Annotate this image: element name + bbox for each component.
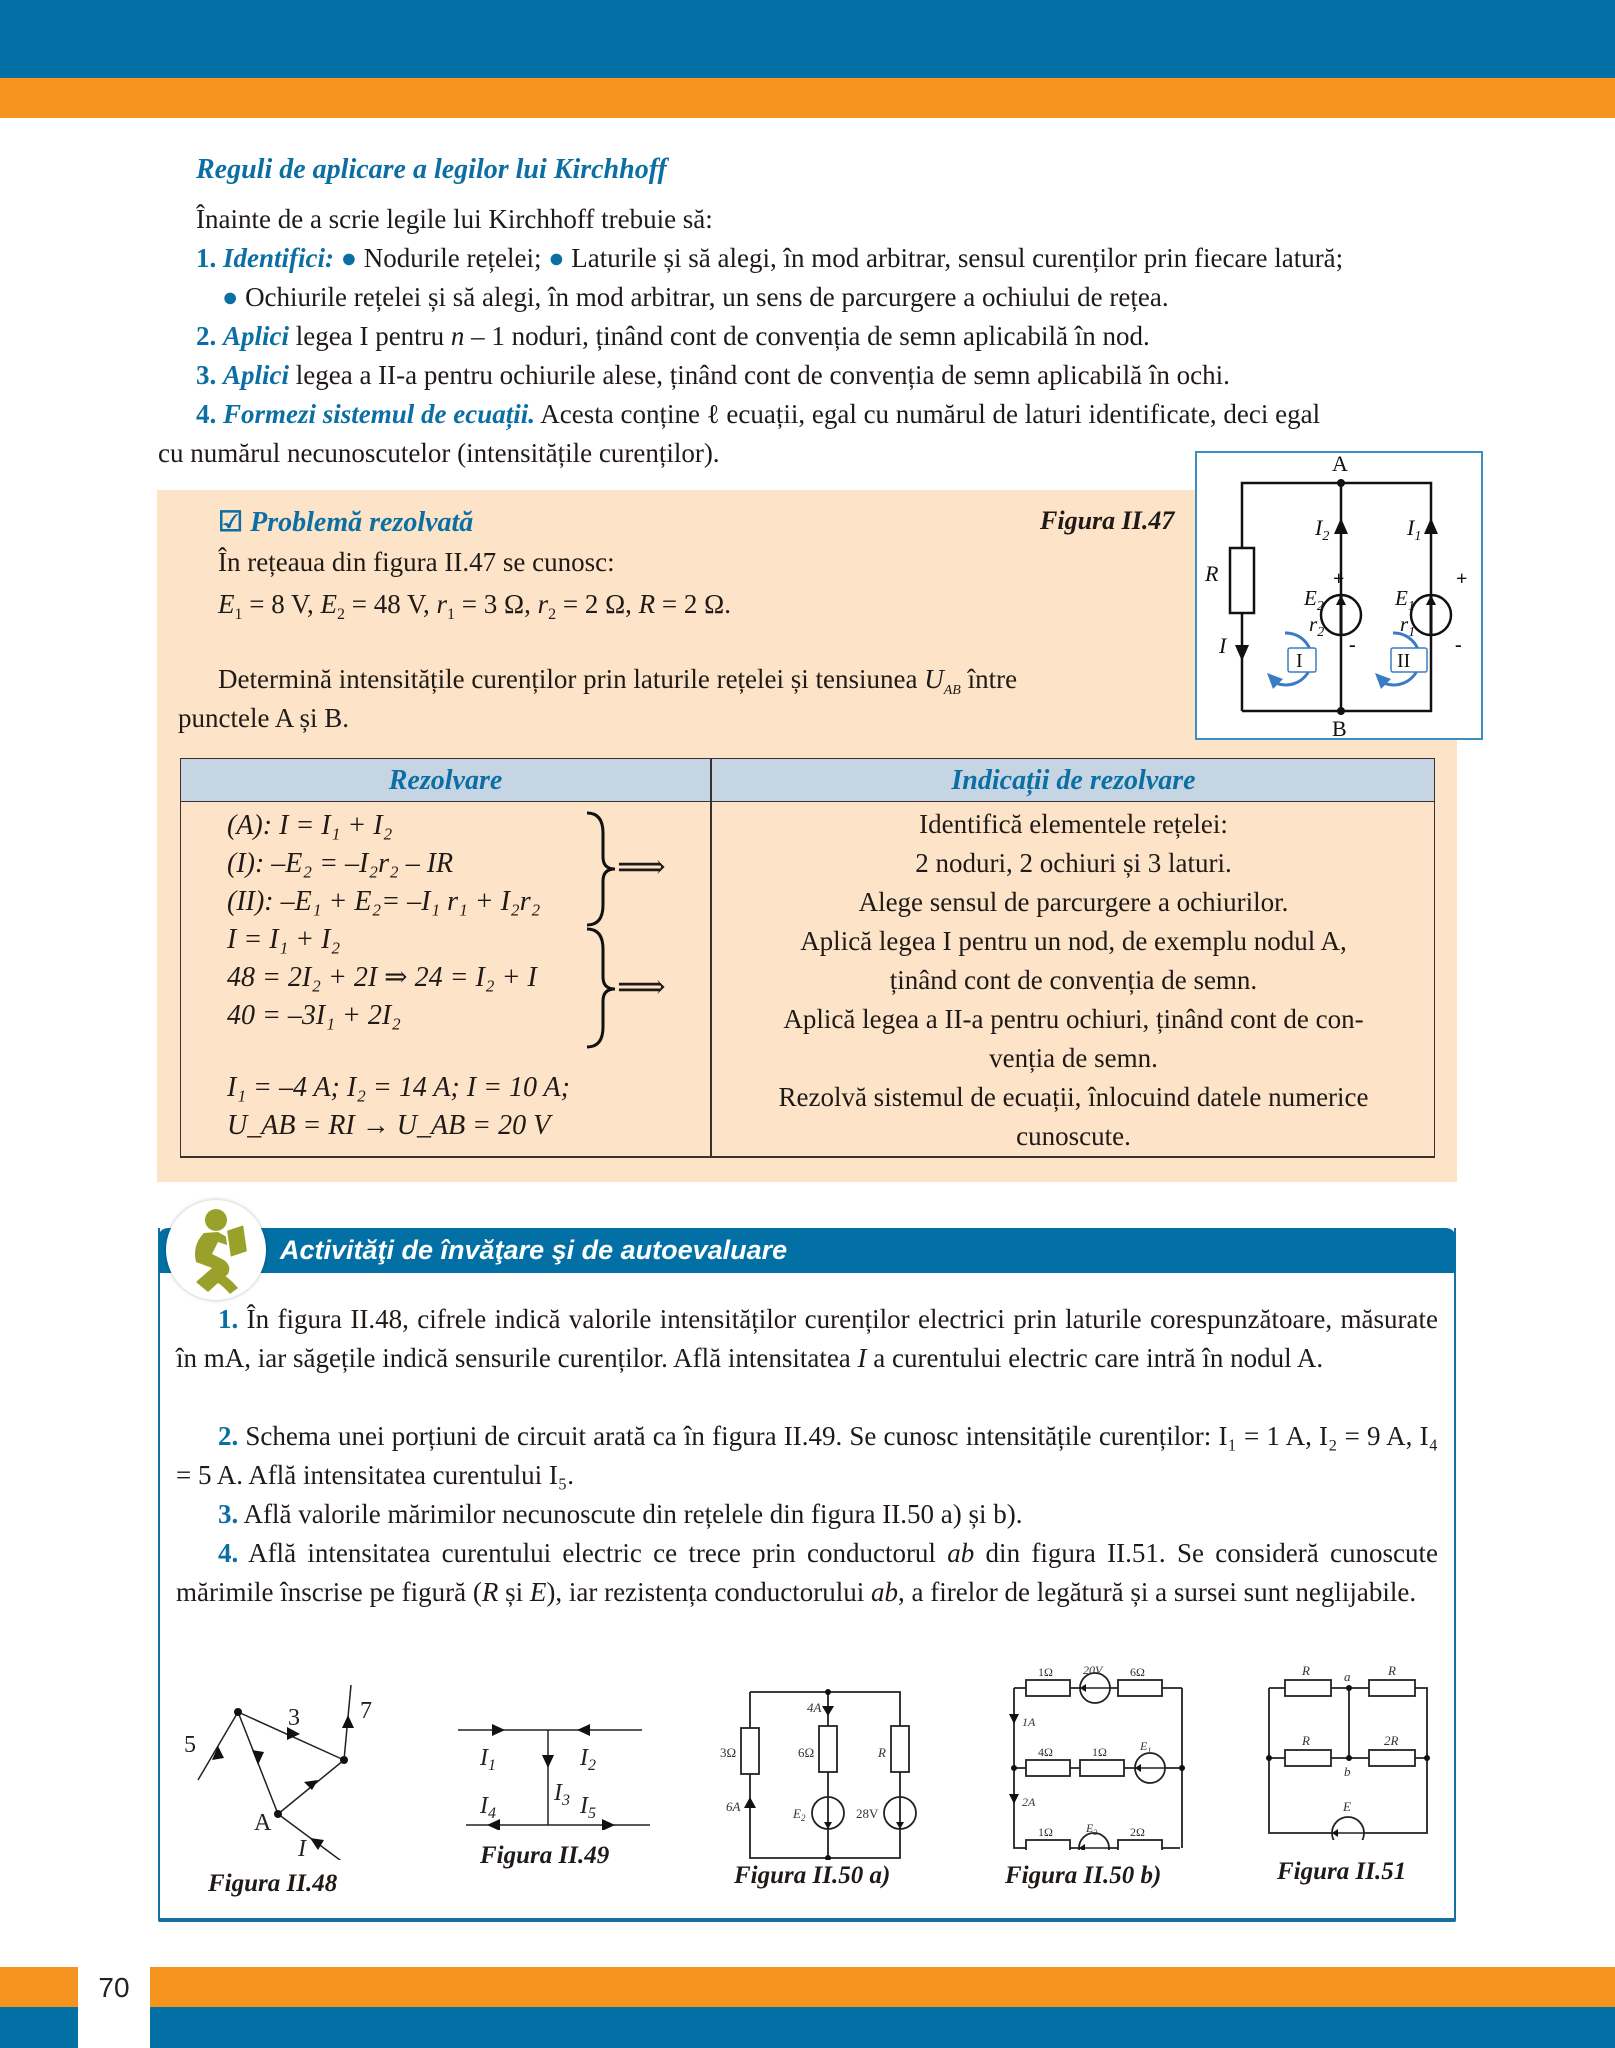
symbol-E: E [529, 1577, 547, 1607]
given-symbol: R [638, 589, 656, 619]
given-symbol: E [320, 589, 338, 619]
result-currents: I₁ = –4 A; I₂ = 14 A; I = 10 A; [227, 1072, 570, 1103]
rule-step-4 [196, 395, 1320, 434]
hint-line: Alege sensul de parcurgere a ochiurilor. [858, 887, 1289, 917]
svg-text:2R: 2R [1384, 1733, 1399, 1748]
question-number: 2. [218, 1421, 239, 1451]
svg-text:2A: 2A [1022, 1795, 1036, 1809]
svg-text:r2: $r_2$ [1309, 612, 1325, 640]
given-value: = 8 V, [242, 589, 321, 619]
figure-48-caption: Figura II.48 [208, 1870, 338, 1897]
figure-48-diagram [180, 1670, 400, 1860]
svg-text:E2: $E_2$ [793, 1806, 806, 1823]
rules-intro: Înainte de a scrie legile lui Kirchhoff trebuie să: [196, 204, 713, 234]
hint-line: Aplică legea a II-a pentru ochiuri, ținând cont de con- [783, 1004, 1364, 1034]
hint-line: cunoscute. [1016, 1121, 1131, 1151]
svg-text:b: b [1344, 1764, 1351, 1779]
implies-arrow-icon: ⟹ [617, 849, 666, 886]
given-value: = 48 V, [345, 589, 437, 619]
svg-text:R: R [1388, 1665, 1396, 1678]
given-value: = 3 Ω, [455, 589, 538, 619]
question-symbol: I [857, 1343, 867, 1373]
person-reading-icon [166, 1200, 266, 1300]
svg-text:6A: 6A [726, 1799, 741, 1814]
svg-text:B: B [1332, 716, 1347, 738]
svg-text:1A: 1A [1022, 1715, 1036, 1729]
question-text: Află intensitatea curentului electric ce trece prin conductorul [238, 1538, 948, 1568]
given-symbol: r [436, 589, 448, 619]
bullet-icon: ● [340, 243, 358, 273]
hint-line: venția de semn. [989, 1043, 1158, 1073]
figure-49-diagram [450, 1710, 650, 1830]
task-symbol: U [924, 664, 944, 694]
equation: (II): –E₁ + E₂= –I₁ r₁ + I₂r₂ [227, 886, 541, 917]
step-text: Acesta conține ℓ ecuații, egal cu numărul de laturi identificate, deci egal [535, 399, 1321, 429]
header-orange-band [0, 78, 1615, 118]
question-text: Schema unei porțiuni de circuit arată ca în figura II.49. Se cunosc intensitățile curenților: I₁ = 1 A, I₂ = 9 A, I₄ = 5 A. Află intensitatea curentului I₅. [176, 1421, 1438, 1490]
rule-step-3 [196, 356, 1230, 395]
svg-text:3Ω: 3Ω [720, 1745, 737, 1760]
svg-text:1Ω: 1Ω [1038, 1665, 1053, 1679]
activity-q3 [176, 1495, 1438, 1534]
svg-text:-: - [1455, 634, 1462, 656]
svg-text:I1: $I_1$ [480, 1745, 496, 1774]
problem-task [218, 660, 1017, 699]
question-text: , a firelor de legătură și a sursei sunt neglijabile. [898, 1577, 1417, 1607]
circuit-diagram [1197, 453, 1481, 738]
figure-47-circuit [1195, 451, 1483, 740]
activity-q2 [176, 1417, 1438, 1495]
problem-task-cont: punctele A și B. [178, 703, 349, 733]
figure-51-diagram [1260, 1665, 1450, 1840]
rule-step-1-cont [222, 278, 1169, 317]
rule-step-4-cont: cu numărul necunoscutelor (intensitățile curenților). [158, 438, 720, 468]
svg-text:-: - [1349, 634, 1356, 656]
step-text: legea I pentru [289, 321, 451, 351]
step-number: 1. [196, 243, 217, 273]
svg-text:6Ω: 6Ω [798, 1745, 815, 1760]
question-number: 3. [218, 1499, 239, 1529]
given-subscript: 2 [337, 606, 346, 623]
svg-text:I1: $I_1$ [1407, 515, 1422, 544]
svg-text:7: 7 [360, 1698, 372, 1724]
svg-text:20V: 20V [1083, 1663, 1103, 1677]
result-voltage: U_AB = RI → U_AB = 20 V [227, 1110, 551, 1141]
rule-step-1 [196, 239, 1343, 278]
variable-n: n [450, 321, 465, 351]
page-number: 70 [98, 1972, 130, 2003]
svg-text:I: I [298, 1836, 306, 1860]
svg-text:R: R [1302, 1665, 1310, 1678]
equation: 48 = 2I₂ + 2I ⇒ 24 = I₂ + I [227, 962, 537, 993]
conductor-label: ab [947, 1538, 975, 1568]
question-text: a curentului electric care intră în nodul A. [866, 1343, 1324, 1373]
svg-text:a: a [1344, 1669, 1351, 1684]
svg-text:4Ω: 4Ω [1038, 1745, 1053, 1759]
activities-title: Activităţi de învăţare şi de autoevaluare [280, 1235, 788, 1265]
bullet-icon: ● [222, 282, 239, 312]
svg-text:4A: 4A [807, 1700, 822, 1715]
brace-group [581, 809, 701, 1049]
step-text: Nodurile rețelei; [357, 243, 549, 273]
figure-50a-diagram [700, 1680, 960, 1860]
task-text: între [960, 664, 1018, 694]
task-subscript: AB [943, 683, 961, 698]
hint-line: Aplică legea I pentru un nod, de exemplu nodul A, [800, 926, 1347, 956]
question-text: În figura II.48, cifrele indică valorile intensităților curenților electrici prin laturile corespunzătoare, măsurate în mA, iar săgețile indică sensurile curenților. Află intensitatea [176, 1304, 1438, 1373]
given-symbol: E [218, 589, 235, 619]
conductor-label: ab [871, 1577, 899, 1607]
svg-text:5: 5 [184, 1732, 196, 1758]
svg-text:I: I [1219, 633, 1227, 658]
col-header-indicatii: Indicații de rezolvare [951, 765, 1196, 796]
svg-text:28V: 28V [856, 1806, 879, 1821]
hint-line: 2 noduri, 2 ochiuri și 3 laturi. [915, 848, 1232, 878]
given-subscript: 1 [234, 606, 243, 623]
svg-text:2Ω: 2Ω [1130, 1825, 1145, 1839]
svg-text:r1: $r_1$ [1400, 612, 1416, 640]
step-number: 3. [196, 360, 217, 390]
symbol-R: R [481, 1577, 499, 1607]
figure-49-caption: Figura II.49 [480, 1842, 610, 1869]
equation: 40 = –3I₁ + 2I₂ [227, 1000, 401, 1031]
step-keyword: Aplici [223, 360, 289, 390]
question-text: ), iar rezistența conductorului [546, 1577, 872, 1607]
step-number: 2. [196, 321, 217, 351]
solution-table [180, 758, 1435, 1158]
svg-text:E: E [1343, 1799, 1351, 1814]
figure-50b-diagram [1000, 1660, 1190, 1850]
step-keyword: Identifici: [223, 243, 334, 273]
svg-text:1Ω: 1Ω [1092, 1745, 1107, 1759]
problem-statement: În rețeaua din figura II.47 se cunosc: [218, 547, 615, 577]
figure-51-caption: Figura II.51 [1277, 1858, 1407, 1885]
svg-text:E2: $E_2$ [1086, 1821, 1098, 1837]
task-text: Determină intensitățile curenților prin laturile rețelei și tensiunea [218, 664, 925, 694]
figure-50a-caption: Figura II.50 a) [734, 1862, 891, 1889]
question-text: din figura II.51. Se consideră cunoscute mărimile înscrise pe figură ( [176, 1538, 1438, 1607]
svg-text:I3: $I_3$ [554, 1780, 570, 1809]
activity-q1 [176, 1300, 1438, 1378]
svg-text:II: II [1397, 650, 1411, 672]
problem-title: Problemă rezolvată [250, 507, 474, 538]
svg-text:I: I [1296, 650, 1303, 672]
hint-line: ținând cont de convenția de semn. [889, 965, 1258, 995]
step-keyword: Aplici [223, 321, 289, 351]
svg-text:3: 3 [288, 1705, 300, 1731]
svg-text:6Ω: 6Ω [1130, 1665, 1145, 1679]
given-subscript: 2 [548, 606, 557, 623]
svg-text:+: + [1456, 568, 1468, 590]
header-blue-band [0, 0, 1615, 78]
svg-text:E1: $E_1$ [1140, 1739, 1152, 1755]
step-keyword: Formezi sistemul de ecuații. [223, 399, 536, 429]
question-number: 1. [218, 1304, 239, 1334]
hint-line: Identifică elementele rețelei: [919, 809, 1228, 839]
svg-text:A: A [254, 1810, 272, 1836]
question-text: Află valorile mărimilor necunoscute din rețelele din figura II.50 a) și b). [238, 1499, 1023, 1529]
equation: I = I₁ + I₂ [227, 924, 341, 955]
activity-q4 [176, 1534, 1438, 1612]
svg-text:R: R [878, 1745, 886, 1760]
rule-step-2 [196, 317, 1150, 356]
footer-orange-band [0, 1967, 1615, 2007]
section-title: Reguli de aplicare a legilor lui Kirchhoff [196, 154, 667, 185]
hint-line: Rezolvă sistemul de ecuații, înlocuind datele numerice [778, 1082, 1369, 1112]
svg-text:1Ω: 1Ω [1038, 1825, 1053, 1839]
svg-text:I4: $I_4$ [480, 1793, 496, 1822]
given-symbol: r [537, 589, 549, 619]
svg-text:+: + [1333, 568, 1345, 590]
step-text: Laturile și să alegi, în mod arbitrar, sensul curenților prin fiecare latură; [564, 243, 1344, 273]
step-text: Ochiurile rețelei și să alegi, în mod arbitrar, un sens de parcurgere a ochiului de rețea. [238, 282, 1169, 312]
col-header-rezolvare: Rezolvare [388, 765, 503, 796]
svg-text:I2: $I_2$ [580, 1745, 596, 1774]
svg-text:E2: $E_2$ [1304, 586, 1324, 614]
svg-text:I2: $I_2$ [1315, 515, 1330, 544]
question-text: și [498, 1577, 530, 1607]
equation: (I): –E₂ = –I₂r₂ – IR [227, 848, 454, 879]
svg-text:E1: $E_1$ [1395, 586, 1415, 614]
checkbox-icon: ☑ [218, 507, 244, 538]
problem-heading [218, 503, 473, 542]
footer-blue-band [0, 2007, 1615, 2048]
given-value: = 2 Ω. [655, 589, 731, 619]
svg-text:R: R [1205, 561, 1219, 586]
step-text: legea a II-a pentru ochiurile alese, ținând cont de convenția de semn aplicabilă în ochi. [289, 360, 1230, 390]
figure-50b-caption: Figura II.50 b) [1005, 1862, 1162, 1889]
given-value: = 2 Ω, [556, 589, 639, 619]
bullet-icon: ● [548, 243, 565, 273]
figure-47-label: Figura II.47 [1040, 506, 1175, 535]
step-text: – 1 noduri, ținând cont de convenția de semn aplicabilă în nod. [464, 321, 1150, 351]
step-number: 4. [196, 399, 217, 429]
implies-arrow-icon: ⟹ [617, 969, 666, 1006]
equation: (A): I = I₁ + I₂ [227, 810, 393, 841]
question-number: 4. [218, 1538, 239, 1568]
svg-text:I5: $I_5$ [580, 1793, 596, 1822]
svg-text:A: A [1332, 453, 1348, 476]
given-subscript: 1 [447, 606, 456, 623]
problem-givens [218, 585, 731, 624]
svg-text:R: R [1302, 1733, 1310, 1748]
reader-icon [166, 1200, 266, 1300]
